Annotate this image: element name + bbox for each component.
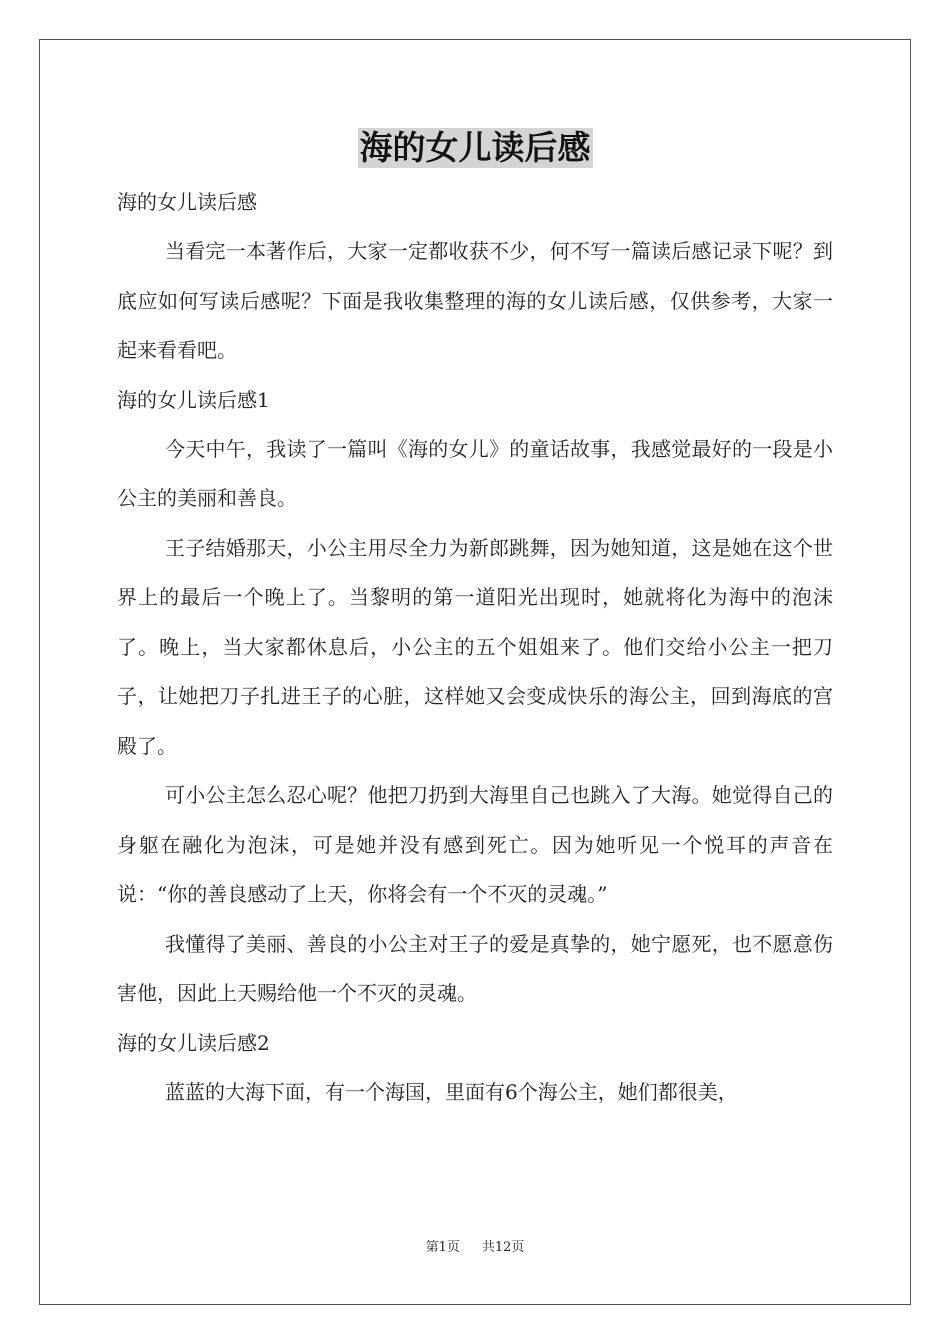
page-footer: [0, 1236, 950, 1255]
section-heading-2: 海的女儿读后感2: [117, 1030, 270, 1055]
title-container: [0, 128, 950, 168]
section-heading-1: 海的女儿读后感1: [117, 387, 270, 412]
page-number: 第1页: [425, 1240, 460, 1255]
paragraph: 可小公主怎么忍心呢？他把刀扔到大海里自己也跳入了大海。她觉得自己的身躯在融化为泡沫，可是她并没有感到死亡。因为她听见一个悦耳的声音在说：“你的善良感动了上天，你将会有一个不灭的灵魂。”: [117, 783, 833, 906]
paragraph: 蓝蓝的大海下面，有一个海国，里面有6个海公主，她们都很美，: [165, 1079, 738, 1104]
document-body: [117, 178, 833, 1117]
document-subtitle: 海的女儿读后感: [117, 190, 257, 214]
page-total: 共12页: [481, 1240, 525, 1255]
intro-paragraph: 当看完一本著作后，大家一定都收获不少，何不写一篇读后感记录下呢？到底应如何写读后感呢？下面是我收集整理的海的女儿读后感，仅供参考，大家一起来看看吧。: [117, 239, 833, 362]
paragraph: 我懂得了美丽、善良的小公主对王子的爱是真挚的，她宁愿死，也不愿意伤害他，因此上天赐给他一个不灭的灵魂。: [117, 931, 833, 1005]
paragraph: 王子结婚那天，小公主用尽全力为新郎跳舞，因为她知道，这是她在这个世界上的最后一个晚上了。当黎明的第一道阳光出现时，她就将化为海中的泡沫了。晚上，当大家都休息后，小公主的五个姐姐来了。他们交给小公主一把刀子，让她把刀子扎进王子的心脏，这样她又会变成快乐的海公主，回到海底的宫殿了。: [117, 535, 833, 758]
paragraph: 今天中午，我读了一篇叫《海的女儿》的童话故事，我感觉最好的一段是小公主的美丽和善良。: [117, 436, 833, 510]
document-title: 海的女儿读后感: [359, 128, 591, 167]
